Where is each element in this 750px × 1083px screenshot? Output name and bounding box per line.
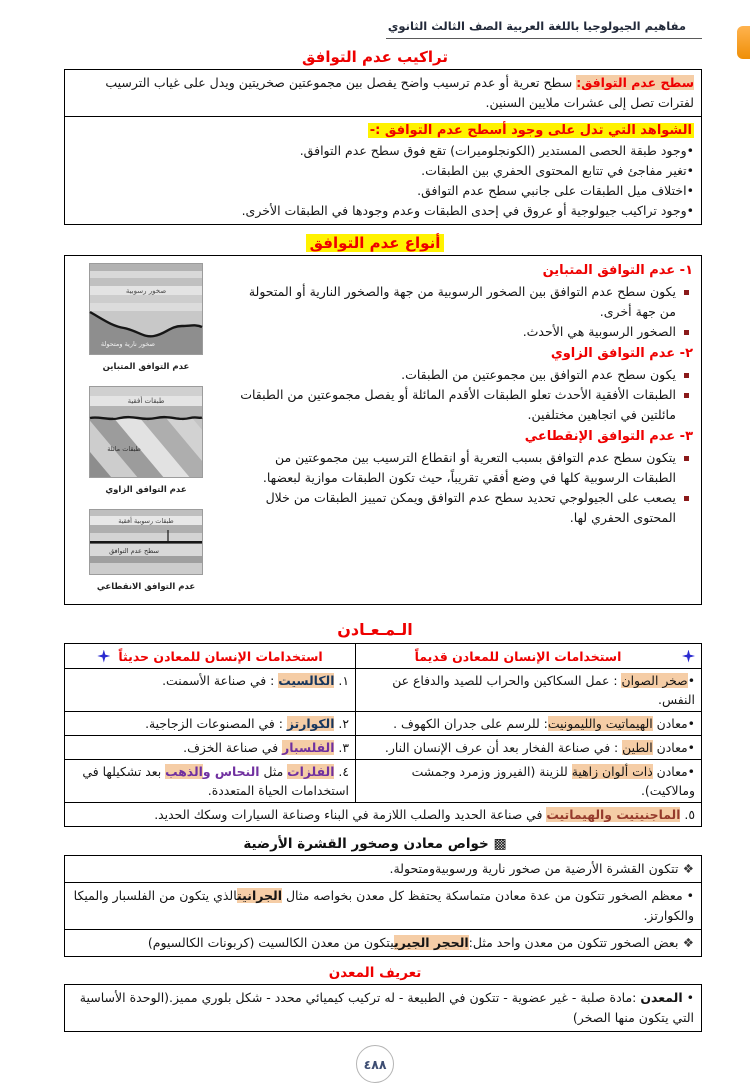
- text-segment: النحاس و: [202, 764, 260, 779]
- text-segment: •معادن: [652, 764, 695, 779]
- property-row: [65, 856, 701, 882]
- section-title-mineral-definition: تعريف المعدن: [328, 965, 422, 981]
- text-segment: ❖: [678, 861, 694, 876]
- type-heading-nonconformity: ١- عدم التوافق المتباين: [542, 263, 693, 278]
- figure-caption: عدم التوافق الانقطاعي: [96, 582, 196, 592]
- text-segment: ٢.: [334, 716, 349, 731]
- type-point: يصعب على الجيولوجي تحديد سطح عدم التوافق ويمكن تمييز الطبقات من خلال المحتوى الحفري لها.: [231, 488, 693, 528]
- evidence-section: [65, 116, 701, 224]
- type-point: الصخور الرسوبية هي الأحدث.: [231, 322, 693, 342]
- evidence-item: •وجود طبقة الحصى المستدير (الكونجلوميرات) تقع فوق سطح عدم التوافق.: [299, 143, 694, 158]
- nonconformity-diagram: [89, 263, 203, 355]
- square-bullet-icon: [684, 330, 689, 335]
- text-segment: الفلسبار: [282, 740, 335, 755]
- square-bullet-icon: [684, 373, 689, 378]
- text-segment: : في المصنوعات الزجاجية.: [145, 716, 287, 731]
- new-use-cell: [65, 736, 356, 760]
- document-header: [0, 15, 702, 39]
- evidence-item: •اختلاف ميل الطبقات على جانبي سطح عدم التوافق.: [417, 183, 694, 198]
- text-segment: الكوارتز: [286, 716, 335, 731]
- text-segment: ١.: [334, 673, 349, 688]
- type-point: الطبقات الأفقية الأحدث تعلو الطبقات الأقدم المائلة أو يفصل مجموعتين من الطبقات مائلتين في اتجاهين مختلفين.: [231, 385, 693, 425]
- diagram-label: صخور رسوبية: [125, 287, 167, 295]
- text-segment: ذات ألوان زاهية: [571, 764, 653, 779]
- new-use-cell: [65, 669, 356, 712]
- evidence-item: •تغير مفاجئ في تتابع المحتوى الحفري بين الطبقات.: [421, 163, 694, 178]
- text-segment: الحجر الجيري: [393, 935, 469, 950]
- type-heading-disconformity: ٣- عدم التوافق الإنقطاعي: [524, 429, 693, 444]
- unconformity-definition: [65, 70, 701, 116]
- square-bullet-icon: [684, 290, 689, 295]
- diagram-label: سطح عدم التوافق: [109, 547, 159, 555]
- text-segment: للزينة (الفيروز وزمرد وجمشت ومالاكيت).: [411, 764, 695, 798]
- mineral-definition-text: [65, 985, 701, 1031]
- disconformity-diagram: [89, 509, 203, 575]
- table-row-full: [65, 803, 702, 827]
- page-number-badge: ٤٨٨: [356, 1045, 394, 1083]
- bookmark-icon: [737, 26, 750, 59]
- angular-unconformity-diagram: [89, 386, 203, 478]
- type-heading-angular: ٢- عدم التوافق الزاوي: [550, 346, 693, 361]
- section-title-unconformity-types: أنواع عدم التوافق: [0, 234, 750, 252]
- type-point: يكون سطح عدم التوافق بين الصخور الرسوبية من جهة والصخور النارية أو المتحولة من جهة أخرى.: [231, 282, 693, 322]
- text-segment: •: [682, 990, 694, 1005]
- figure-disconformity: [89, 509, 203, 597]
- text-segment: الذهب: [165, 764, 203, 779]
- diamond-icon: [97, 650, 110, 663]
- text-segment: تتكون القشرة الأرضية من صخور نارية ورسوبيةومتحولة.: [389, 861, 679, 876]
- section-title-unconformity-structures: تراكيب عدم التوافق: [302, 48, 448, 66]
- text-segment: •: [687, 673, 695, 688]
- table-row: [65, 669, 702, 712]
- figure-angular-unconformity: [89, 386, 203, 500]
- text-segment: الجرانيت: [237, 888, 282, 903]
- square-bullet-icon: [684, 456, 689, 461]
- text-segment: •معادن: [652, 716, 695, 731]
- text-segment: الماجنيتيت والهيماتيت: [546, 807, 681, 822]
- header-title: مفاهيم الجيولوجيا باللغة العربية الصف الثالث الثانوي: [386, 19, 702, 39]
- header-new-uses: استخدامات الإنسان للمعادن حديثاً: [65, 644, 356, 669]
- text-segment: بعض الصخور تتكون من معدن واحد مثل:: [468, 935, 679, 950]
- diagram-label: طبقات مائلة: [107, 445, 141, 453]
- full-width-cell: [65, 803, 702, 827]
- document-page: [0, 15, 750, 1073]
- text-segment: بعد تشكيلها في استخدامات الحياة المتعددة.: [82, 764, 349, 798]
- old-use-cell: [356, 712, 702, 736]
- table-row: [65, 712, 702, 736]
- text-segment: الهيماتيت والليمونيت: [547, 716, 653, 731]
- ornament-icon: ▩: [493, 836, 507, 852]
- text-segment: مثل: [259, 764, 288, 779]
- text-segment: سطح عدم التوافق:: [576, 75, 694, 90]
- text-segment: الفلزات: [287, 764, 335, 779]
- text-segment: في صناعة الخزف.: [183, 740, 283, 755]
- text-segment: الكالسيت: [278, 673, 335, 688]
- text-segment: •معادن: [652, 740, 695, 755]
- table-row: [65, 736, 702, 760]
- old-use-cell: [356, 669, 702, 712]
- diamond-icon: [682, 650, 695, 663]
- text-segment: في صناعة الحديد والصلب اللازمة في البناء وصناعة السيارات وسكك الحديد.: [154, 807, 547, 822]
- table-row: [65, 760, 702, 803]
- text-segment: : في صناعة الفخار بعد أن عرف الإنسان النار.: [384, 740, 623, 755]
- section-title-crust-properties: ▩ خواص معادن وصخور القشرة الأرضية: [243, 836, 507, 852]
- minerals-usage-table: [64, 643, 702, 827]
- square-bullet-icon: [684, 496, 689, 501]
- text-segment: : عمل السكاكين والحراب للصيد والدفاع عن النفس.: [392, 673, 695, 707]
- text-segment: • معظم الصخور تتكون من عدة معادن متماسكة يحتفظ كل معدن بخواصه مثال: [282, 888, 694, 903]
- figure-caption: عدم التوافق المتباين: [102, 362, 190, 372]
- text-segment: يتكون من معدن الكالسيت (كربونات الكالسيوم): [147, 935, 394, 950]
- old-use-cell: [356, 760, 702, 803]
- text-segment: ٤.: [334, 764, 349, 779]
- crust-properties-box: [64, 855, 702, 957]
- figure-nonconformity: [89, 263, 203, 377]
- unconformity-definition-box: [64, 69, 702, 225]
- text-segment: ❖: [678, 935, 694, 950]
- diagram-column: [65, 256, 227, 604]
- evidence-title: الشواهد التي تدل على وجود أسطح عدم التوافق :-: [369, 123, 692, 138]
- diagram-label: طبقات أفقية: [127, 397, 165, 405]
- text-segment: الذي يتكون من الفلسبار والميكا والكوارتز.: [73, 888, 694, 923]
- property-row: [65, 929, 701, 956]
- mineral-definition-box: [64, 984, 702, 1032]
- type-point: يكون سطح عدم التوافق بين مجموعتين من الطبقات.: [231, 365, 693, 385]
- text-segment: المعدن: [640, 990, 683, 1005]
- text-segment: سطح تعرية أو عدم ترسيب واضح يفصل بين مجموعتين صخريتين ويدل على غياب الترسيب لفترات تصل إلى عشرات ملايين السنين.: [105, 75, 694, 110]
- old-use-cell: [356, 736, 702, 760]
- unconformity-types-box: [64, 255, 702, 605]
- new-use-cell: [65, 760, 356, 803]
- header-old-uses: استخدامات الإنسان للمعادن قديماً: [356, 644, 702, 669]
- evidence-item: •وجود تراكيب جيولوجية أو عروق في إحدى الطبقات وعدم وجودها في الطبقات الأخرى.: [241, 203, 694, 218]
- diagram-label: طبقات رسوبية أفقية: [118, 517, 174, 525]
- text-segment: ٥.: [680, 807, 695, 822]
- property-row: [65, 882, 701, 929]
- figure-caption: عدم التوافق الزاوي: [105, 485, 187, 495]
- new-use-cell: [65, 712, 356, 736]
- diagram-label: صخور نارية ومتحولة: [100, 340, 156, 348]
- text-segment: : في صناعة الأسمنت.: [162, 673, 279, 688]
- text-segment: :مادة صلبة - غير عضوية - تتكون في الطبيعة - له تركيب كيميائي محدد - شكل بلوري مميز.(الوحدة الأساسية التي يتكون منها الصخر): [79, 990, 694, 1025]
- table-header-row: [65, 644, 702, 669]
- text-segment: ٣.: [334, 740, 349, 755]
- text-segment: : للرسم على جدران الكهوف .: [393, 716, 548, 731]
- types-text-column: [227, 256, 701, 604]
- text-segment: صخر الصوان: [621, 673, 688, 688]
- square-bullet-icon: [684, 393, 689, 398]
- type-point: يتكون سطح عدم التوافق بسبب التعرية أو انقطاع الترسيب بين مجموعتين من الطبقات الرسوبية كلها في وضع أفقي تقريباً، حيث تكون الطبقات موازية لبعضها.: [231, 448, 693, 488]
- section-title-minerals: الـمـعـادن: [337, 620, 413, 639]
- text-segment: الطين: [622, 740, 653, 755]
